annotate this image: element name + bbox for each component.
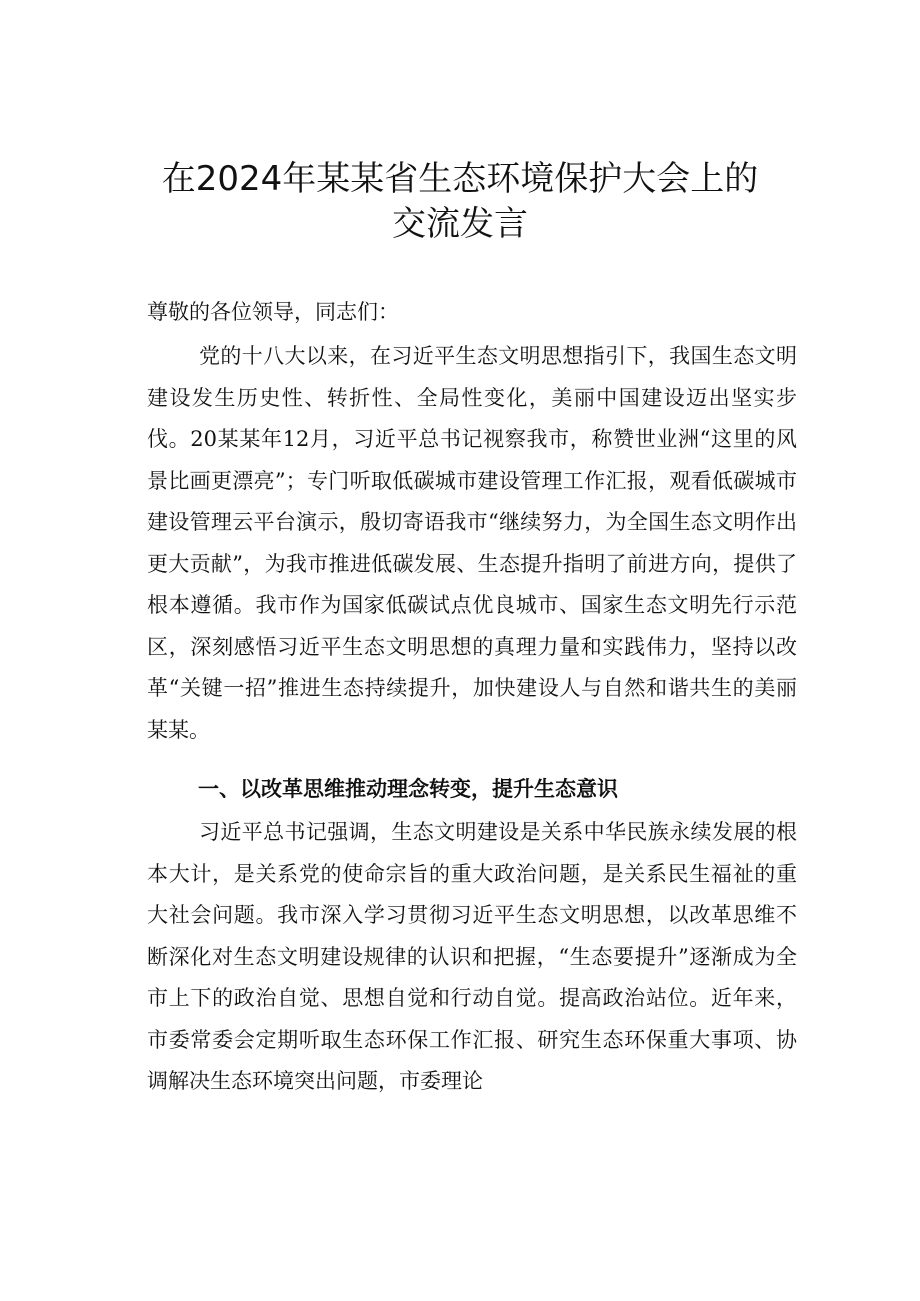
paragraph-section-1: 习近平总书记强调，生态文明建设是关系中华民族永续发展的根本大计，是关系党的使命宗旨的重大政治问题，是关系民生福祉的重大社会问题。我市深入学习贯彻习近平生态文明思想，以改革思维不断深化对生态文明建设规律的认识和把握，“生态要提升”逐渐成为全市上下的政治自觉、思想自觉和行动自觉。提高政治站位。近年来，市委常委会定期听取生态环保工作汇报、研究生态环保重大事项、协调解决生态环境突出问题，市委理论: [147, 820, 797, 1093]
salutation: 尊敬的各位领导，同志们：: [147, 300, 399, 324]
paragraph-intro: 党的十八大以来，在习近平生态文明思想指引下，我国生态文明建设发生历史性、转折性、全局性变化，美丽中国建设迈出坚实步伐。20某某年12月，习近平总书记视察我市，称赞世业洲“这里的风景比画更漂亮”；专门听取低碳城市建设管理工作汇报，观看低碳城市建设管理云平台演示，殷切寄语我市“继续努力，为全国生态文明作出更大贡献”，为我市推进低碳发展、生态提升指明了前进方向，提供了根本遵循。我市作为国家低碳试点优良城市、国家生态文明先行示范区，深刻感悟习近平生态文明思想的真理力量和实践伟力，坚持以改革“关键一招”推进生态持续提升，加快建设人与自然和谐共生的美丽某某。: [147, 344, 797, 742]
section-heading-1: 一、以改革思维推动理念转变，提升生态意识: [198, 777, 618, 801]
document-title-line1: 在2024年某某省生态环境保护大会上的: [161, 159, 759, 199]
document-title-line2: 交流发言: [392, 204, 528, 244]
